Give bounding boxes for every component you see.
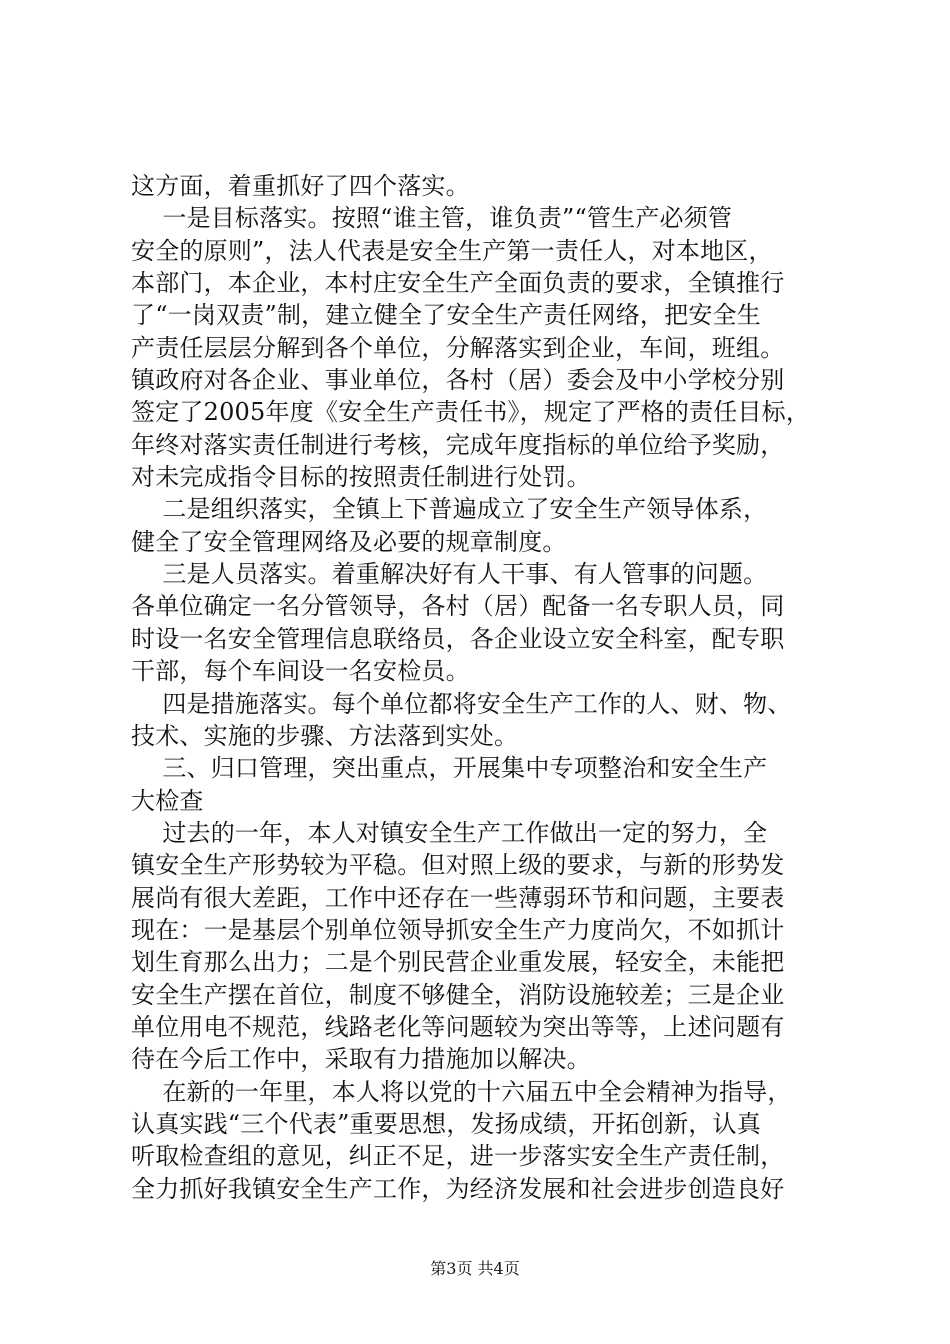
body-line: 听取检查组的意见，纠正不足，进一步落实安全生产责任制，: [131, 1142, 785, 1171]
body-line: 年终对落实责任制进行考核，完成年度指标的单位给予奖励，: [131, 430, 785, 459]
body-line: 产责任层层分解到各个单位，分解落实到企业，车间，班组。: [131, 333, 785, 362]
body-line: 这方面，着重抓好了四个落实。: [131, 172, 470, 200]
body-line: 技术、实施的步骤、方法落到实处。: [131, 721, 519, 750]
body-line: 现在：一是基层个别单位领导抓安全生产力度尚欠，不如抓计: [131, 915, 785, 944]
body-line: 全力抓好我镇安全生产工作，为经济发展和社会进步创造良好: [131, 1174, 785, 1203]
page-footer: [0, 1259, 950, 1279]
body-line: 镇政府对各企业、事业单位，各村（居）委会及中小学校分别: [131, 366, 785, 395]
body-line: 各单位确定一名分管领导，各村（居）配备一名专职人员，同: [131, 592, 785, 621]
body-line: 镇安全生产形势较为平稳。但对照上级的要求，与新的形势发: [131, 851, 785, 880]
page-number: 第3页 共4页: [430, 1259, 520, 1278]
body-line: 在新的一年里，本人将以党的十六届五中全会精神为指导，: [131, 1077, 792, 1106]
body-line: 认真实践“三个代表”重要思想，发扬成绩，开拓创新，认真: [131, 1109, 761, 1138]
body-line: 对未完成指令目标的按照责任制进行处罚。: [131, 463, 591, 492]
body-line: 待在今后工作中，采取有力措施加以解决。: [131, 1045, 591, 1074]
body-line: 时设一名安全管理信息联络员，各企业设立安全科室，配专职: [131, 624, 785, 653]
body-line: 划生育那么出力；二是个别民营企业重发展，轻安全，未能把: [131, 948, 785, 977]
body-line: 二是组织落实，全镇上下普遍成立了安全生产领导体系，: [131, 495, 768, 524]
body-line: 四是措施落实。每个单位都将安全生产工作的人、财、物、: [131, 689, 792, 718]
body-line: 单位用电不规范，线路老化等问题较为突出等等，上述问题有: [131, 1012, 785, 1041]
body-line: 本部门，本企业，本村庄安全生产全面负责的要求，全镇推行: [131, 269, 785, 298]
body-line: 健全了安全管理网络及必要的规章制度。: [131, 527, 567, 556]
body-line: 签定了2005年度《安全生产责任书》，规定了严格的责任目标，: [131, 398, 811, 427]
body-line: 干部，每个车间设一名安检员。: [131, 657, 470, 686]
body-line: 了“一岗双责”制，建立健全了安全生产责任网络，把安全生: [131, 301, 761, 330]
body-line: 安全的原则”，法人代表是安全生产第一责任人，对本地区，: [131, 236, 773, 265]
body-line: 一是目标落实。按照“谁主管，谁负责”“管生产必须管: [131, 204, 733, 233]
body-line: 安全生产摆在首位，制度不够健全，消防设施较差；三是企业: [131, 980, 785, 1009]
document-body: [131, 170, 831, 1205]
body-line: 过去的一年，本人对镇安全生产工作做出一定的努力，全: [131, 818, 768, 847]
body-line: 三是人员落实。着重解决好有人干事、有人管事的问题。: [131, 560, 768, 589]
section-heading-line: 大检查: [131, 786, 204, 815]
body-line: 展尚有很大差距，工作中还存在一些薄弱环节和问题，主要表: [131, 883, 785, 912]
section-heading-line: 三、归口管理，突出重点，开展集中专项整治和安全生产: [131, 754, 768, 783]
